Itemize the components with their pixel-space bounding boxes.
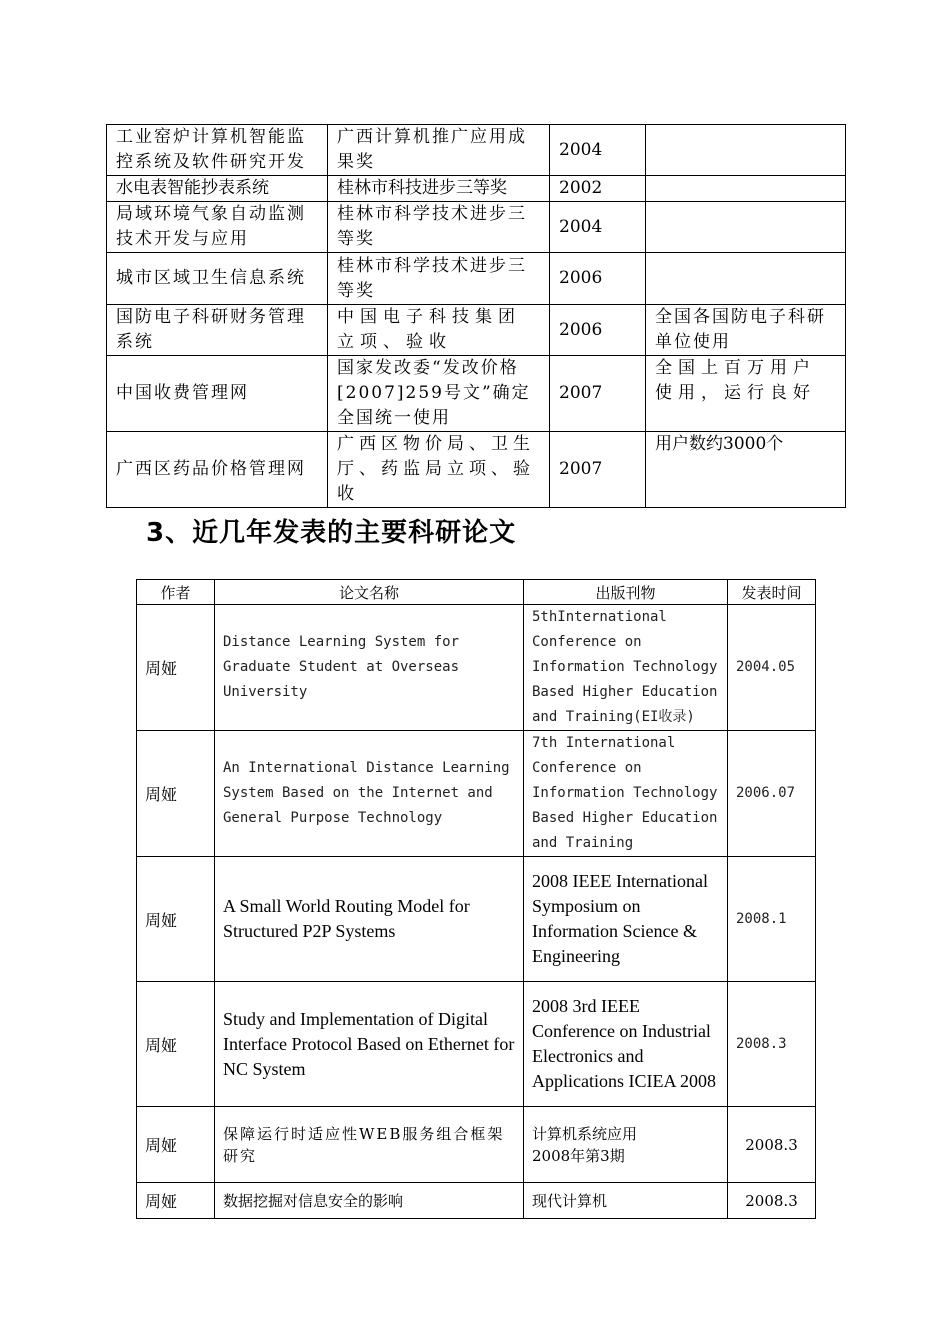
table-row — [107, 356, 846, 432]
venue-cell: 2008 3rd IEEE Conference on Industrial Electronics and Applications ICIEA 2008 — [524, 982, 728, 1107]
award-cell: 桂林市科学技术进步三等奖 — [328, 253, 550, 305]
award-cell: 广西计算机推广应用成果奖 — [328, 125, 550, 176]
note-cell — [646, 125, 846, 176]
awards-table — [106, 124, 846, 508]
project-cell: 广西区药品价格管理网 — [107, 432, 328, 508]
table-row — [107, 253, 846, 305]
header-title: 论文名称 — [215, 580, 524, 605]
year-cell: 2002 — [550, 176, 646, 202]
award-cell: 桂林市科技进步三等奖 — [328, 176, 550, 202]
table-row — [137, 731, 816, 857]
note-cell — [646, 253, 846, 305]
venue-cell: 现代计算机 — [524, 1183, 728, 1219]
date-cell: 2006.07 — [728, 731, 816, 857]
table-header-row — [137, 580, 816, 605]
author-cell: 周娅 — [137, 857, 215, 982]
year-cell: 2007 — [550, 432, 646, 508]
year-cell: 2004 — [550, 202, 646, 253]
note-cell: 全国各国防电子科研单位使用 — [646, 305, 846, 356]
note-cell: 全国上百万用户使用，运行良好 — [646, 356, 846, 432]
header-venue: 出版刊物 — [524, 580, 728, 605]
note-cell — [646, 202, 846, 253]
date-cell: 2008.3 — [728, 982, 816, 1107]
table-row — [107, 176, 846, 202]
table-row — [107, 202, 846, 253]
table-row — [137, 605, 816, 731]
header-author: 作者 — [137, 580, 215, 605]
date-cell: 2008.3 — [728, 1183, 816, 1219]
year-cell: 2007 — [550, 356, 646, 432]
title-cell: An International Distance Learning System Based on the Internet and General Purpose Technology — [215, 731, 524, 857]
year-cell: 2004 — [550, 125, 646, 176]
title-cell: A Small World Routing Model for Structured P2P Systems — [215, 857, 524, 982]
year-cell: 2006 — [550, 253, 646, 305]
title-cell: Study and Implementation of Digital Interface Protocol Based on Ethernet for NC System — [215, 982, 524, 1107]
table-row — [137, 1183, 816, 1219]
project-cell: 工业窑炉计算机智能监控系统及软件研究开发 — [107, 125, 328, 176]
table-row — [137, 857, 816, 982]
project-cell: 国防电子科研财务管理系统 — [107, 305, 328, 356]
year-cell: 2006 — [550, 305, 646, 356]
venue-cell: 5thInternational Conference on Information Technology Based Higher Education and Training(EI收录) — [524, 605, 728, 731]
note-cell: 用户数约3000个 — [646, 432, 846, 508]
table-row — [107, 125, 846, 176]
award-cell: 广西区物价局、卫生厅、药监局立项、验收 — [328, 432, 550, 508]
title-cell: Distance Learning System for Graduate Student at Overseas University — [215, 605, 524, 731]
venue-line: 2008年第3期 — [532, 1146, 625, 1165]
venue-cell: 2008 IEEE International Symposium on Information Science & Engineering — [524, 857, 728, 982]
note-cell — [646, 176, 846, 202]
date-cell: 2008.1 — [728, 857, 816, 982]
project-cell: 城市区域卫生信息系统 — [107, 253, 328, 305]
award-cell: 国家发改委“发改价格[2007]259号文”确定全国统一使用 — [328, 356, 550, 432]
author-cell: 周娅 — [137, 1107, 215, 1183]
award-cell: 桂林市科学技术进步三等奖 — [328, 202, 550, 253]
table-row — [107, 305, 846, 356]
award-cell: 中国电子科技集团立项、验收 — [328, 305, 550, 356]
papers-table — [136, 579, 816, 1219]
date-cell: 2008.3 — [728, 1107, 816, 1183]
author-cell: 周娅 — [137, 982, 215, 1107]
project-cell: 局域环境气象自动监测技术开发与应用 — [107, 202, 328, 253]
venue-line: 计算机系统应用 — [532, 1124, 638, 1143]
project-cell: 中国收费管理网 — [107, 356, 328, 432]
project-cell: 水电表智能抄表系统 — [107, 176, 328, 202]
table-row — [107, 432, 846, 508]
section-heading: 3、近几年发表的主要科研论文 — [146, 518, 517, 548]
venue-cell — [524, 1107, 728, 1183]
date-cell: 2004.05 — [728, 605, 816, 731]
venue-cell: 7th International Conference on Information Technology Based Higher Education and Training — [524, 731, 728, 857]
author-cell: 周娅 — [137, 731, 215, 857]
title-cell: 保障运行时适应性WEB服务组合框架研究 — [215, 1107, 524, 1183]
table-row — [137, 1107, 816, 1183]
author-cell: 周娅 — [137, 1183, 215, 1219]
header-date: 发表时间 — [728, 580, 816, 605]
table-row — [137, 982, 816, 1107]
author-cell: 周娅 — [137, 605, 215, 731]
title-cell: 数据挖掘对信息安全的影响 — [215, 1183, 524, 1219]
